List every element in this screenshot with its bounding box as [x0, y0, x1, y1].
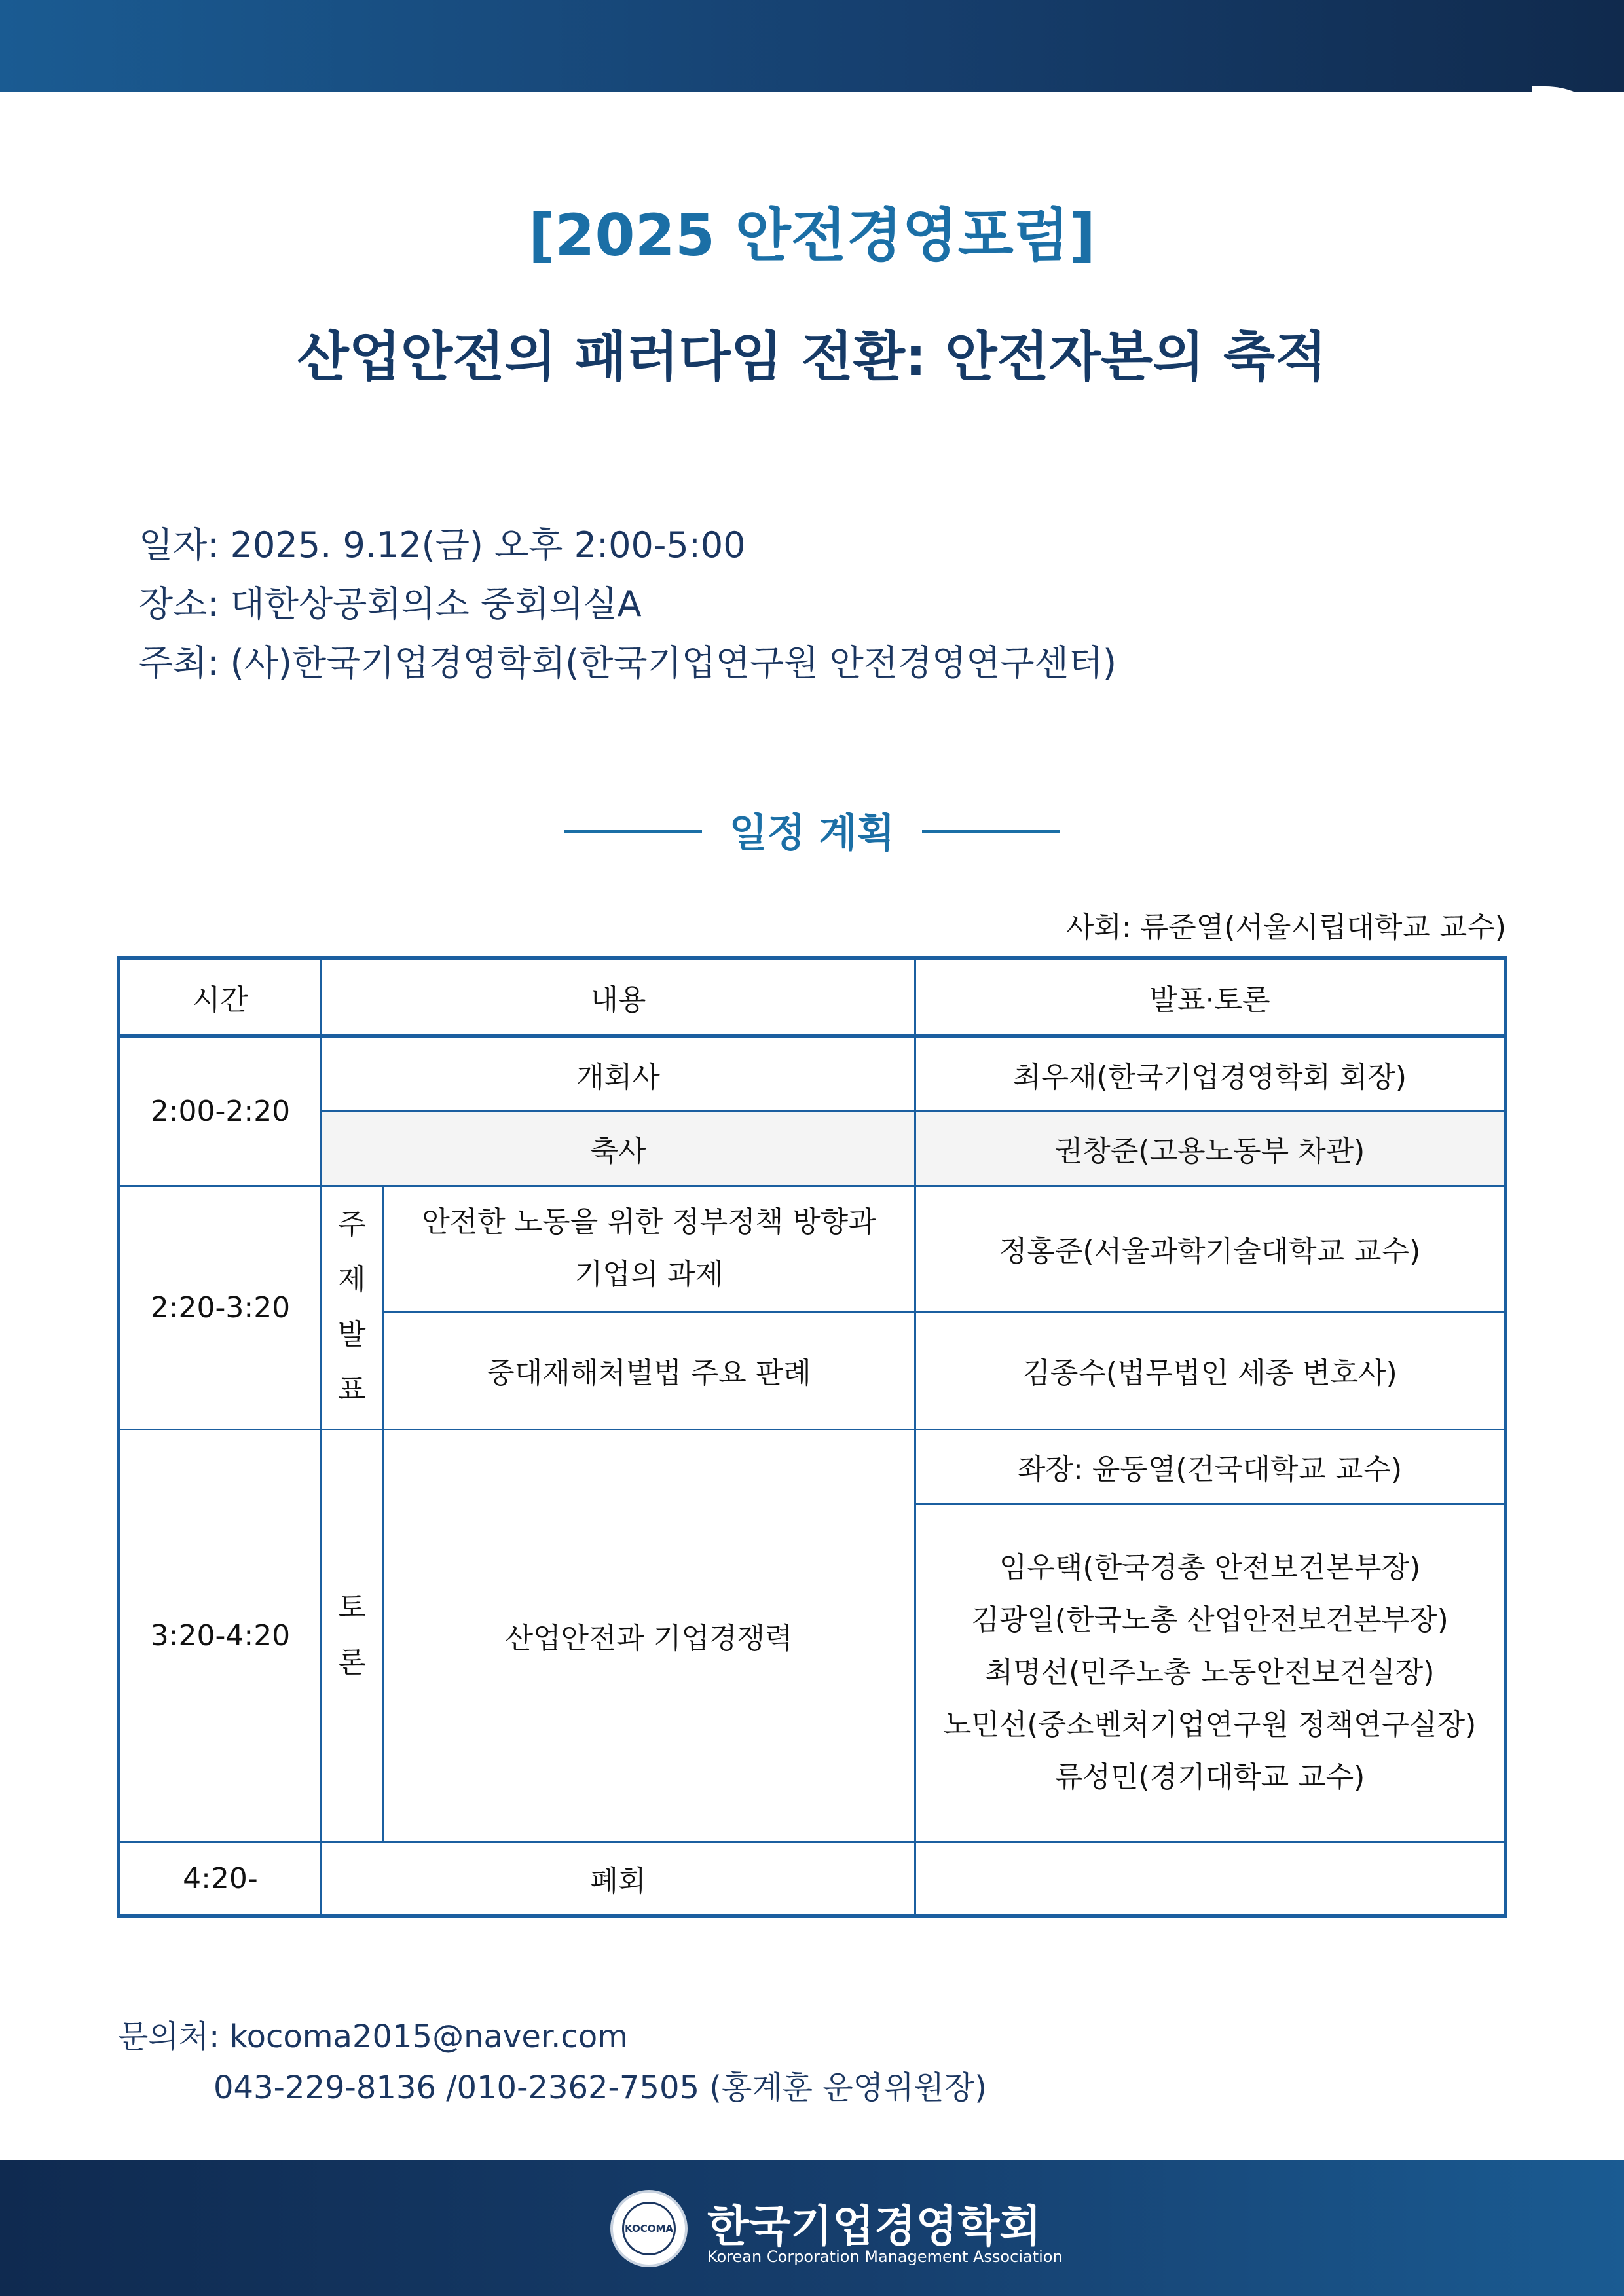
- section-title: 일정 계획: [729, 811, 895, 856]
- table-row: [119, 1842, 1505, 1916]
- footer-logo: [610, 2190, 1069, 2269]
- speaker-cell: 최우재(한국기업경영학회 회장): [915, 1036, 1505, 1111]
- table-row: [119, 1036, 1505, 1111]
- label-char: 표: [338, 1373, 366, 1406]
- contact-email: 문의처: kocoma2015@naver.com: [118, 2018, 628, 2055]
- contact-phone: 043-229-8136 /010-2362-7505 (홍계훈 운영위원장): [213, 2069, 987, 2106]
- content-cell: 폐회: [321, 1842, 915, 1916]
- label-char: 주: [338, 1208, 366, 1241]
- header-curve: [1532, 86, 1624, 178]
- kocoma-seal-icon: [610, 2190, 688, 2267]
- table-row: [119, 1111, 1505, 1186]
- time-cell: 2:20-3:20: [119, 1186, 321, 1429]
- session-label-presentation: [321, 1186, 382, 1429]
- session-label-discussion: [321, 1429, 382, 1842]
- chair-cell: 좌장: 윤동열(건국대학교 교수): [915, 1429, 1505, 1504]
- event-host: 주최: (사)한국기업경영학회(한국기업연구원 안전경영연구센터): [139, 642, 1117, 683]
- table-row: [119, 1186, 1505, 1311]
- topic-line: 기업의 과제: [574, 1258, 724, 1291]
- event-place: 장소: 대한상공회의소 중회의실A: [139, 583, 642, 625]
- header-band: [0, 0, 1624, 92]
- panelists-cell: [915, 1504, 1505, 1842]
- time-cell: 3:20-4:20: [119, 1429, 321, 1842]
- content-cell: 중대재해처벌법 주요 판례: [382, 1311, 915, 1429]
- forum-subtitle: 산업안전의 패러다임 전환: 안전자본의 축적: [297, 326, 1327, 388]
- panelist: 노민선(중소벤처기업연구원 정책연구실장): [943, 1708, 1477, 1741]
- content-cell: 축사: [321, 1111, 915, 1186]
- time-cell: 2:00-2:20: [119, 1036, 321, 1186]
- speaker-cell: 권창준(고용노동부 차관): [915, 1111, 1505, 1186]
- section-rule-right: [922, 830, 1060, 833]
- speaker-cell: 정홍준(서울과학기술대학교 교수): [915, 1186, 1505, 1311]
- header-speaker: 발표·토론: [915, 958, 1505, 1036]
- content-cell: 산업안전과 기업경쟁력: [382, 1429, 915, 1842]
- panelist: 최명선(민주노총 노동안전보건실장): [985, 1656, 1435, 1689]
- moderator-note: 사회: 류준열(서울시립대학교 교수): [1065, 911, 1506, 944]
- header-time: 시간: [119, 958, 321, 1036]
- speaker-cell: [915, 1842, 1505, 1916]
- seal-text: KOCOMA: [622, 2202, 676, 2255]
- speaker-cell: 김종수(법무법인 세종 변호사): [915, 1311, 1505, 1429]
- forum-title: [2025 안전경영포럼]: [528, 202, 1096, 269]
- topic-line: 안전한 노동을 위한 정부정책 방향과: [422, 1205, 876, 1239]
- label-char: 론: [338, 1646, 366, 1679]
- content-cell: 개회사: [321, 1036, 915, 1111]
- event-date: 일자: 2025. 9.12(금) 오후 2:00-5:00: [139, 524, 746, 566]
- table-header-row: [119, 958, 1505, 1036]
- schedule-table: [117, 956, 1507, 1918]
- panelist: 류성민(경기대학교 교수): [1054, 1760, 1365, 1794]
- table-row: [119, 1429, 1505, 1504]
- org-name-english: Korean Corporation Management Association: [707, 2248, 1063, 2266]
- content-cell: [382, 1186, 915, 1311]
- label-char: 제: [338, 1263, 366, 1296]
- label-char: 토: [338, 1591, 366, 1624]
- label-char: 발: [338, 1318, 366, 1351]
- time-cell: 4:20-: [119, 1842, 321, 1916]
- header-content: 내용: [321, 958, 915, 1036]
- org-name: 한국기업경영학회: [707, 2201, 1042, 2251]
- panelist: 임우택(한국경총 안전보건본부장): [999, 1551, 1421, 1584]
- panelist: 김광일(한국노총 산업안전보건본부장): [971, 1603, 1449, 1637]
